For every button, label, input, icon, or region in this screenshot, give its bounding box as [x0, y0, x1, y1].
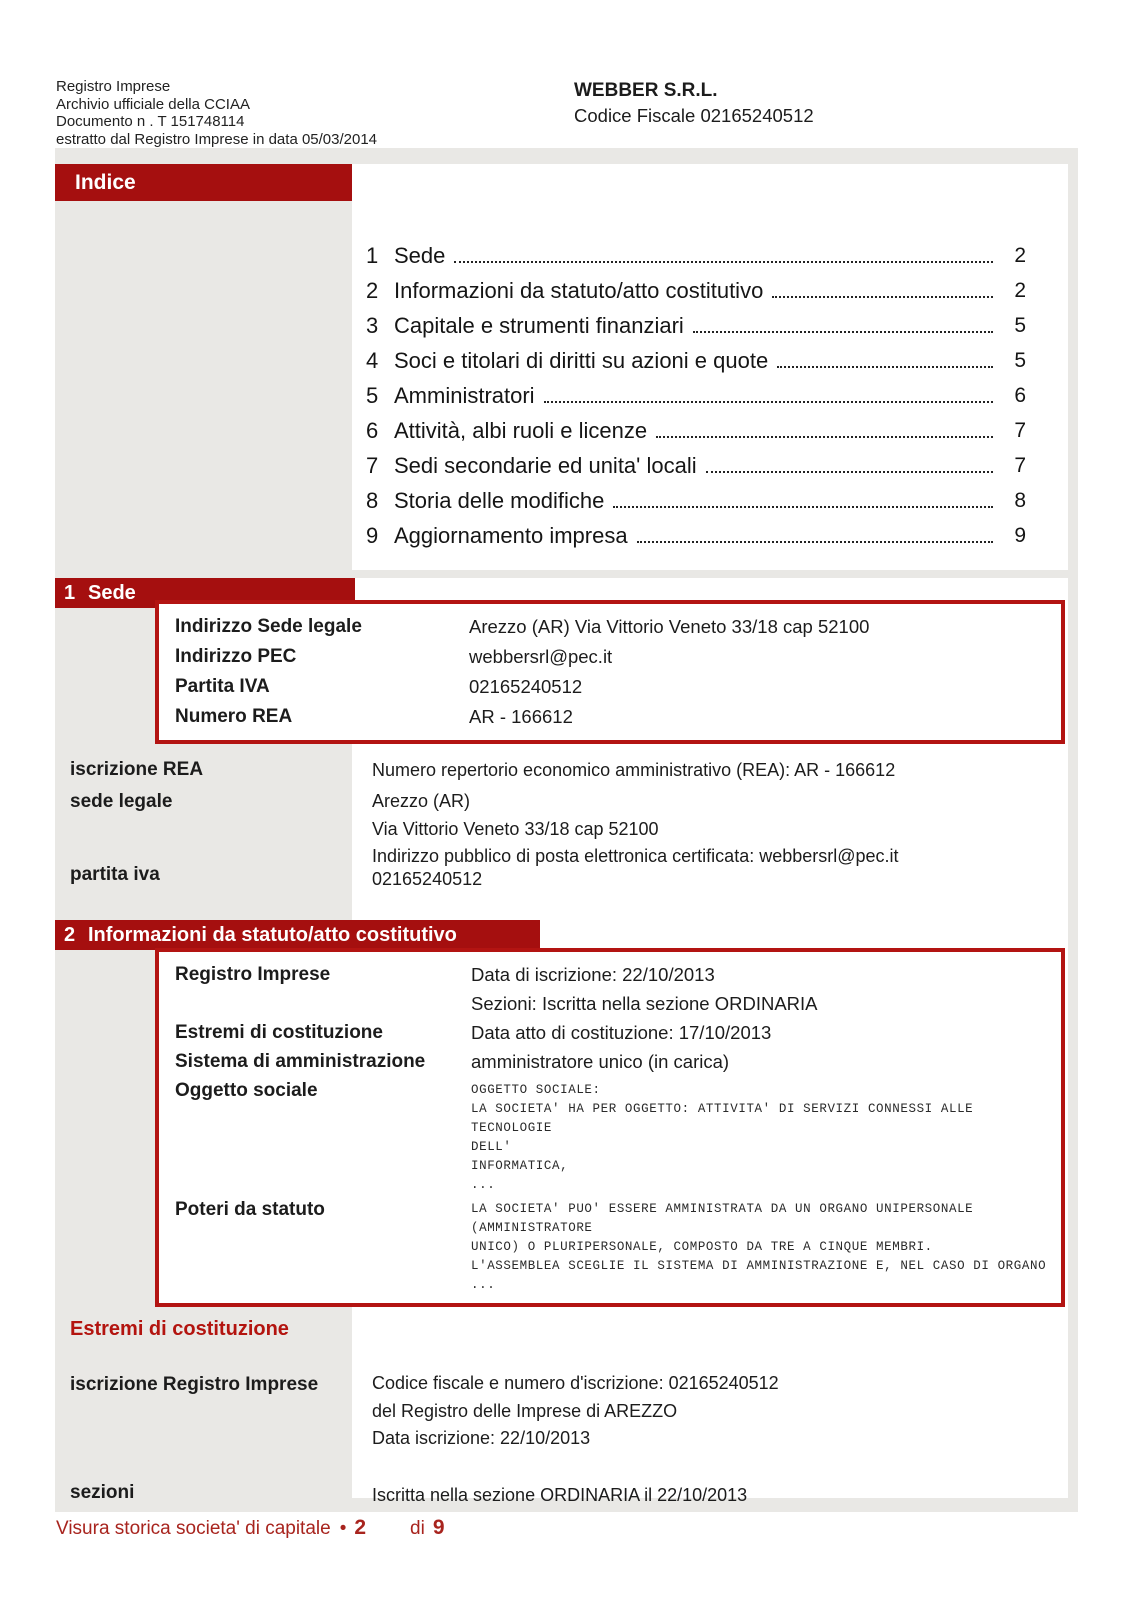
subsection-heading: Estremi di costituzione	[70, 1318, 289, 1340]
header-meta-line: estratto dal Registro Imprese in data 05/03/2014	[56, 130, 378, 148]
toc-item-page: 2	[1014, 278, 1026, 302]
value-line: DELL'	[471, 1140, 512, 1154]
field-label: Registro Imprese	[175, 964, 331, 985]
field-value	[372, 1370, 779, 1453]
summary-row	[159, 960, 1061, 1018]
toc-dotted-leader	[706, 471, 993, 473]
toc-item	[366, 238, 1026, 273]
field-value	[372, 757, 895, 785]
page-footer	[56, 1516, 445, 1540]
toc-item-page: 5	[1014, 313, 1026, 337]
field-value: Arezzo (AR) Via Vittorio Veneto 33/18 cap 52100	[469, 616, 870, 637]
toc-item	[366, 343, 1026, 378]
field-label: Oggetto sociale	[175, 1080, 318, 1101]
toc-item-label: Amministratori	[394, 382, 535, 408]
toc-item-label: Sedi secondarie ed unita' locali	[394, 452, 697, 478]
section1-title: Sede	[88, 581, 136, 604]
toc-dotted-leader	[693, 331, 993, 333]
field-value	[471, 1047, 1061, 1076]
toc-list	[366, 238, 1026, 553]
field-value	[372, 788, 899, 871]
summary-row	[159, 642, 1061, 672]
toc-item	[366, 448, 1026, 483]
summary-row	[159, 1195, 1061, 1295]
value-line: INFORMATICA,	[471, 1159, 569, 1173]
toc-item-page: 9	[1014, 523, 1026, 547]
toc-item-number: 4	[366, 347, 379, 373]
document-header-company	[574, 80, 814, 127]
value-line: ...	[471, 1278, 496, 1292]
field-label: iscrizione REA	[70, 759, 204, 780]
value-line: Iscritta nella sezione ORDINARIA il 22/10/2013	[372, 1485, 748, 1505]
value-line: L'ASSEMBLEA SCEGLIE IL SISTEMA DI AMMINISTRAZIONE E, NEL CASO DI ORGANO	[471, 1259, 1047, 1273]
field-value	[372, 1482, 747, 1510]
toc-item-page: 6	[1014, 383, 1026, 407]
toc-item-number: 9	[366, 522, 379, 548]
footer-doc-type: Visura storica societa' di capitale	[56, 1518, 331, 1539]
toc-item-number: 1	[366, 242, 379, 268]
toc-item-page: 8	[1014, 488, 1026, 512]
toc-item-number: 5	[366, 382, 379, 408]
value-line: Sezioni: Iscritta nella sezione ORDINARIA	[471, 993, 818, 1014]
value-line: del Registro delle Imprese di AREZZO	[372, 1400, 678, 1421]
toc-dotted-leader	[454, 261, 993, 263]
field-value-monospace	[471, 1076, 1061, 1195]
value-line: 02165240512	[372, 869, 483, 889]
value-line: LA SOCIETA' PUO' ESSERE AMMINISTRATA DA UN ORGANO UNIPERSONALE	[471, 1202, 974, 1216]
toc-item	[366, 308, 1026, 343]
fiscal-code: Codice Fiscale 02165240512	[574, 105, 814, 126]
toc-item-page: 7	[1014, 418, 1026, 442]
toc-item	[366, 518, 1026, 553]
toc-dotted-leader	[777, 366, 993, 368]
toc-item-label: Storia delle modifiche	[394, 487, 605, 513]
toc-dotted-leader	[637, 541, 993, 543]
field-value-monospace	[471, 1195, 1061, 1295]
summary-row	[159, 1076, 1061, 1195]
toc-item-number: 6	[366, 417, 379, 443]
value-line: Data atto di costituzione: 17/10/2013	[471, 1022, 772, 1043]
toc-item	[366, 483, 1026, 518]
summary-row	[159, 672, 1061, 702]
toc-item	[366, 378, 1026, 413]
summary-row	[159, 1018, 1061, 1047]
value-line: OGGETTO SOCIALE:	[471, 1083, 601, 1097]
field-value: AR - 166612	[469, 706, 573, 727]
field-label: Indirizzo PEC	[175, 646, 297, 667]
value-line: amministratore unico (in carica)	[471, 1051, 730, 1072]
field-value	[372, 866, 482, 894]
field-label: partita iva	[70, 864, 160, 885]
toc-item	[366, 413, 1026, 448]
toc-item-label: Attività, albi ruoli e licenze	[394, 417, 648, 443]
value-line: Data di iscrizione: 22/10/2013	[471, 964, 715, 985]
value-line: Via Vittorio Veneto 33/18 cap 52100	[372, 818, 659, 839]
sede-summary-box	[155, 600, 1065, 744]
toc-item-number: 8	[366, 487, 379, 513]
section1-number: 1	[64, 581, 76, 604]
toc-item-label: Sede	[394, 242, 446, 268]
footer-of-label: di	[410, 1518, 425, 1539]
value-line: Indirizzo pubblico di posta elettronica certificata: webbersrl@pec.it	[372, 846, 899, 866]
field-label: iscrizione Registro Imprese	[70, 1374, 319, 1395]
field-label: Sistema di amministrazione	[175, 1051, 426, 1072]
value-line: (AMMINISTRATORE	[471, 1221, 593, 1235]
toc-item-page: 7	[1014, 453, 1026, 477]
toc-item-number: 7	[366, 452, 379, 478]
toc-dotted-leader	[544, 401, 993, 403]
header-meta-line: Registro Imprese	[56, 78, 171, 95]
value-line: Codice fiscale e numero d'iscrizione: 02165240512	[372, 1373, 779, 1393]
field-label: Partita IVA	[175, 676, 270, 697]
value-line: Data iscrizione: 22/10/2013	[372, 1428, 591, 1448]
field-value: webbersrl@pec.it	[469, 646, 613, 667]
statuto-summary-box	[155, 948, 1065, 1307]
summary-row	[159, 1047, 1061, 1076]
company-name: WEBBER S.R.L.	[574, 80, 718, 101]
toc-item-label: Capitale e strumenti finanziari	[394, 312, 684, 338]
toc-dotted-leader	[656, 436, 993, 438]
document-header-meta	[56, 78, 377, 148]
summary-row	[159, 702, 1061, 732]
value-line: Arezzo (AR)	[372, 791, 471, 811]
section2-number: 2	[64, 923, 76, 946]
section2-header-bar	[55, 920, 540, 950]
footer-bullet: •	[339, 1518, 347, 1539]
value-line: UNICO) O PLURIPERSONALE, COMPOSTO DA TRE A CINQUE MEMBRI.	[471, 1240, 933, 1254]
header-meta-line: Documento n . T 151748114	[56, 113, 245, 130]
footer-page-number: 2	[354, 1516, 367, 1539]
toc-dotted-leader	[772, 296, 993, 298]
toc-item-label: Soci e titolari di diritti su azioni e quote	[394, 347, 769, 373]
toc-item-label: Aggiornamento impresa	[394, 522, 628, 548]
toc-item-page: 2	[1014, 243, 1026, 267]
value-line: Numero repertorio economico amministrativo (REA): AR - 166612	[372, 760, 896, 780]
section2-title: Informazioni da statuto/atto costitutivo	[88, 923, 457, 946]
field-label: Numero REA	[175, 706, 293, 727]
toc-item-page: 5	[1014, 348, 1026, 372]
toc-header-bar	[55, 164, 352, 201]
field-label: Estremi di costituzione	[175, 1022, 383, 1043]
field-label: sede legale	[70, 791, 173, 812]
summary-row	[159, 612, 1061, 642]
value-line: LA SOCIETA' HA PER OGGETTO: ATTIVITA' DI SERVIZI CONNESSI ALLE TECNOLOGIE	[471, 1102, 974, 1135]
field-label: Poteri da statuto	[175, 1199, 325, 1220]
toc-dotted-leader	[613, 506, 993, 508]
header-meta-line: Archivio ufficiale della CCIAA	[56, 95, 250, 113]
field-value	[471, 960, 1061, 1018]
toc-title: Indice	[75, 170, 136, 194]
field-value	[471, 1018, 1061, 1047]
footer-total-pages: 9	[432, 1516, 445, 1539]
toc-item	[366, 273, 1026, 308]
toc-item-label: Informazioni da statuto/atto costitutivo	[394, 277, 764, 303]
field-value: 02165240512	[469, 676, 583, 697]
field-label: sezioni	[70, 1482, 135, 1503]
toc-item-number: 3	[366, 312, 379, 338]
field-label: Indirizzo Sede legale	[175, 616, 362, 637]
toc-item-number: 2	[366, 277, 379, 303]
value-line: ...	[471, 1178, 496, 1192]
